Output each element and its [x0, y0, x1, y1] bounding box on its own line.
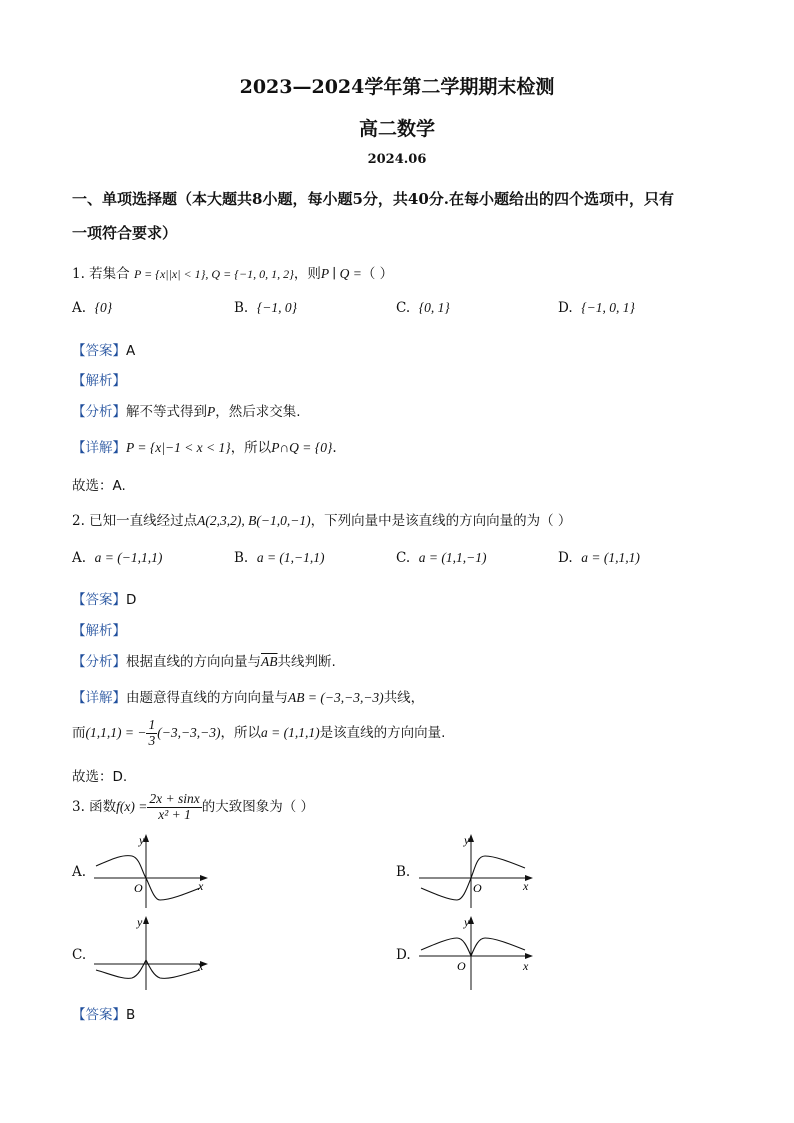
q3-graph-d: [415, 912, 540, 992]
page-subtitle: 高二数学: [358, 118, 435, 140]
q1-analysis-tag: 【解析】: [72, 373, 126, 389]
q1-op-math: P ∣ Q =: [320, 266, 362, 281]
q1-xiangjie: 【详解】P = {x|−1 < x < 1}，所以P∩Q = {0}.: [72, 440, 337, 456]
q3-answer: 【答案】B: [72, 1007, 136, 1023]
q3-option-a-label: A.: [72, 864, 87, 880]
svg-text:y: y: [464, 915, 470, 929]
q2-fenxi: 【分析】根据直线的方向向量与$\overline{AB}$共线判断.: [72, 654, 336, 670]
q3-graph-b: [415, 830, 540, 910]
q3-graph-a: [90, 830, 215, 910]
q2-analysis-tag: 【解析】: [72, 623, 126, 639]
q1-set-math: P = {x||x| < 1}, Q = {−1, 0, 1, 2}: [133, 267, 294, 281]
exam-date: 2024.06: [367, 152, 427, 167]
svg-text:O: O: [457, 959, 466, 973]
page-title: 2023—2024学年第二学期期末检测: [239, 76, 555, 98]
q2-choice: 故选：D.: [72, 769, 128, 785]
q1-option-b: B. {−1, 0}: [234, 300, 297, 316]
q2-option-a: A. a = (−1,1,1): [72, 550, 163, 566]
q1-mid: ，则: [293, 266, 321, 282]
svg-text:O: O: [134, 881, 143, 895]
q2-option-b: B. a = (1,−1,1): [234, 550, 325, 566]
section-heading-line2: 一项符合要求）: [72, 224, 178, 242]
q2-option-c: C. a = (1,1,−1): [396, 550, 487, 566]
q2-xiangjie: 【详解】由题意得直线的方向向量与AB = (−3,−3,−3)共线，: [72, 690, 425, 706]
q1-option-a: A. {0}: [72, 300, 113, 316]
question-1-stem: [72, 262, 393, 282]
q2-fraction: $\frac{1}{3}$: [148, 717, 156, 748]
q2-option-d: D. a = (1,1,1): [558, 550, 640, 566]
question-3-stem: 3. 函数f(x) = $\frac{2x + \sin x}{\text{x² + 1}}$ 的大致图象为（ ）: [72, 791, 315, 822]
q1-prefix: 1. 若集合: [72, 266, 130, 282]
question-2-stem: 2. 已知一直线经过点A(2,3,2), B(−1,0,−1)，下列向量中是该直线的方向向量的为（ ）: [72, 513, 572, 529]
q1-answer: 【答案】A: [72, 343, 136, 359]
q3-option-b-label: B.: [396, 864, 411, 880]
svg-text:O: O: [473, 881, 482, 895]
q3-option-d-label: D.: [396, 947, 411, 963]
svg-text:y: y: [464, 833, 470, 847]
svg-text:x: x: [523, 879, 529, 893]
svg-text:x: x: [198, 879, 204, 893]
svg-text:x: x: [523, 959, 529, 973]
q2-xiangjie-line2: 而(1,1,1) = − $\frac{1}{3}$ (−3,−3,−3)，所以a = (1,1,1)是该直线的方向向量.: [72, 717, 446, 748]
q3-fraction: $\frac{2x + \sin x}{\text{x² + 1}}$: [149, 791, 200, 822]
svg-text:y: y: [139, 833, 145, 847]
q1-fenxi: 【分析】解不等式得到P，然后求交集.: [72, 404, 301, 420]
q3-option-c-label: C.: [72, 947, 87, 963]
q3-graph-c: [90, 912, 215, 992]
q1-option-d: D. {−1, 0, 1}: [558, 300, 635, 316]
section-heading-line1: 一、单项选择题（本大题共8小题，每小题5分，共40分.在每小题给出的四个选项中，只有: [72, 190, 674, 208]
svg-text:y: y: [137, 915, 143, 929]
q1-option-c: C. {0, 1}: [396, 300, 450, 316]
q1-choice: 故选：A.: [72, 478, 126, 494]
q1-paren: （ ）: [361, 266, 394, 282]
svg-text:x: x: [198, 959, 204, 973]
q2-answer: 【答案】D: [72, 592, 137, 608]
